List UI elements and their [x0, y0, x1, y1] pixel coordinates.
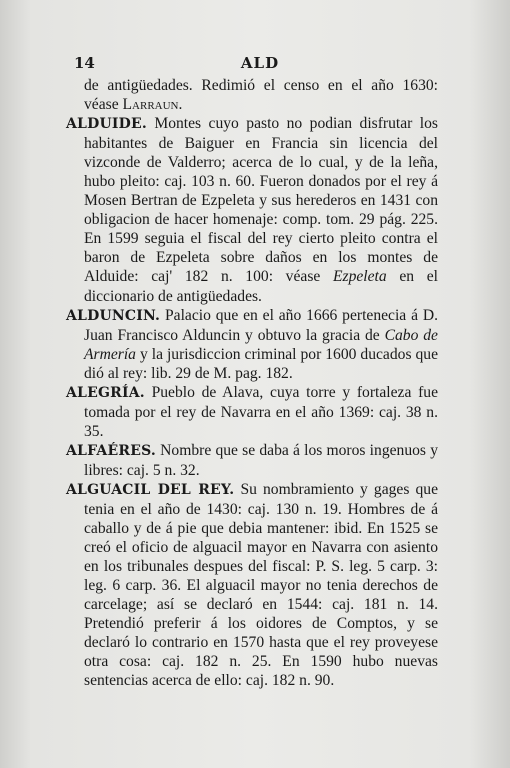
- entry-text-end: .: [178, 96, 183, 114]
- entry-continuation: [66, 76, 438, 114]
- entry-alfaeres: [66, 441, 438, 480]
- entry-alegria: [66, 383, 438, 441]
- entry-alguacil-del-rey: [66, 480, 438, 691]
- headword: ALFAÉRES.: [66, 442, 156, 459]
- cross-reference: Larraun: [122, 96, 179, 114]
- running-head: [74, 54, 446, 76]
- entry-text: Pueblo de Alava, cuya torre y fortaleza fue tomada por el rey de Navarra en el año 1369: caj. 38 n. 35.: [84, 383, 438, 440]
- entry-text-end: y la jurisdiccion criminal por 1600 ducados que dió al rey: lib. 29 de M. pag. 182.: [84, 345, 438, 382]
- entry-text-end: en el diccionario de antigüedades.: [84, 268, 438, 305]
- entry-text: Palacio que en el año 1666 pertenecia á D. Juan Francisco Alduncin y obtuvo la gracia de: [84, 306, 438, 344]
- headword: ALGUACIL DEL REY.: [66, 481, 235, 498]
- entry-alduide: [66, 114, 438, 305]
- italic-reference: Ezpeleta: [332, 268, 387, 286]
- headword: ALDUNCIN.: [66, 307, 161, 324]
- entry-text: Nombre que se daba á los moros ingenuos y libres: caj. 5 n. 32.: [84, 441, 438, 479]
- entry-text: de antigüedades. Redimió el censo en el año 1630: véase: [84, 77, 438, 114]
- headword: ALEGRÍA.: [66, 384, 145, 401]
- text-block: [66, 76, 438, 691]
- headword: ALDUIDE.: [66, 116, 147, 133]
- italic-term: Cabo de Armería: [84, 326, 438, 363]
- entry-text: Montes cuyo pasto no podian disfrutar los habitantes de Baiguer en Francia sin licencia del vizconde de Valderro; acerca de lo cual, y de la leña, hubo pleito: caj. 103 n. 60. Fueron donados por el rey á Mosen Bertran de Ezpeleta y sus herederos en 1431 con obligacion de hacer homenaje: comp. tom. 29 pág. 225. En 1599 seguia el fiscal del rey cierto pleito contra el baron de Ezpeleta sobre daños en los montes de Alduide: caj' 182 n. 100: véase: [84, 115, 438, 286]
- page-number: 14: [74, 54, 95, 72]
- running-title: ALD: [240, 54, 280, 72]
- entry-text: Su nombramiento y gages que tenia en el año de 1430: caj. 130 n. 19. Hombres de á caballo y de á pie que debia mantener: ibid. En 1525 se creó el oficio de alguacil mayor en Navarra con asiento en los tribunales despues del fiscal: P. S. leg. 5 carp. 3: leg. 6 carp. 36. El alguacil mayor no tenia derechos de carcelage; así se declaró en 1544: caj. 181 n. 14. Pretendió preferir á los oidores de Comptos, y se declaró lo contrario en 1570 hasta que el rey proveyese otra cosa: caj. 182 n. 25. En 1590 hubo nuevas sentencias acerca de ello: caj. 182 n. 90.: [84, 480, 438, 690]
- entry-alduncin: [66, 306, 438, 383]
